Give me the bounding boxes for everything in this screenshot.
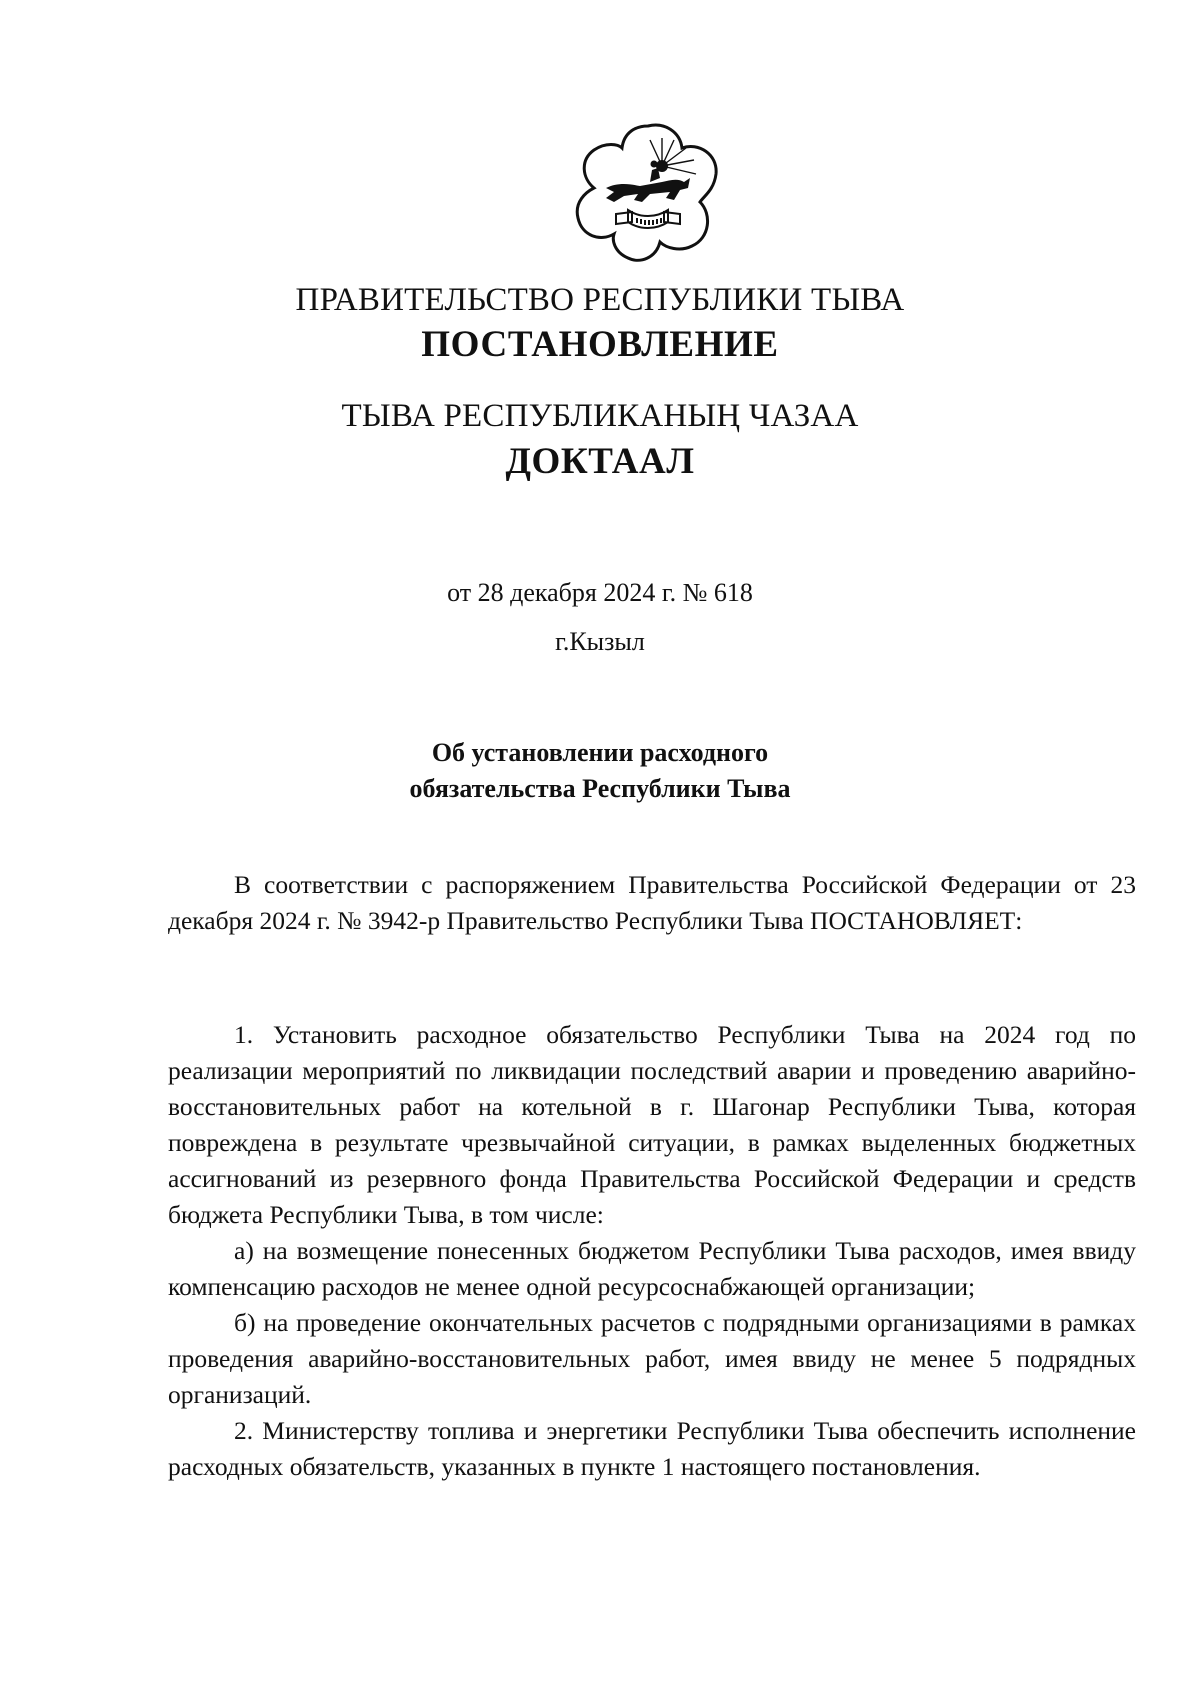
preamble <box>168 867 1136 939</box>
coat-of-arms-emblem <box>570 118 726 268</box>
item-1a: а) на возмещение понесенных бюджетом Республики Тыва расходов, имея ввиду компенсацию расходов не менее одной ресурсоснабжающей организации; <box>168 1236 1136 1301</box>
government-name-tyv: ТЫВА РЕСПУБЛИКАНЫҢ ЧАЗАА <box>341 398 859 434</box>
resolution-items <box>168 1017 1136 1485</box>
preamble-text: В соответствии с распоряжением Правительства Российской Федерации от 23 декабря 2024 г. № 3942-р Правительство Республики Тыва ПОСТАНОВЛЯЕТ: <box>168 870 1136 935</box>
document-subject <box>0 735 1200 807</box>
item-1b: б) на проведение окончательных расчетов с подрядными организациями в рамках проведения аварийно-восстановительных работ, имея ввиду не менее 5 подрядных организаций. <box>168 1308 1136 1409</box>
subject-line-1: Об установлении расходного <box>431 738 769 767</box>
document-type-ru: ПОСТАНОВЛЕНИЕ <box>421 324 779 365</box>
document-date-number: от 28 декабря 2024 г. № 618 <box>447 578 753 607</box>
item-1: 1. Установить расходное обязательство Республики Тыва на 2024 год по реализации мероприятий по ликвидации последствий аварии и проведению аварийно-восстановительных работ на котельной в г. Шагонар Республики Тыва, которая повреждена в результате чрезвычайной ситуации, в рамках выделенных бюджетных ассигнований из резервного фонда Правительства Российской Федерации и средств бюджета Республики Тыва, в том числе: <box>168 1020 1136 1229</box>
document-city: г.Кызыл <box>555 627 645 656</box>
government-name-ru: ПРАВИТЕЛЬСТВО РЕСПУБЛИКИ ТЫВА <box>295 282 905 318</box>
item-2: 2. Министерству топлива и энергетики Республики Тыва обеспечить исполнение расходных обязательств, указанных в пункте 1 настоящего постановления. <box>168 1416 1136 1481</box>
subject-line-2: обязательства Республики Тыва <box>409 774 791 803</box>
document-type-tyv: ДОКТААЛ <box>505 441 695 482</box>
